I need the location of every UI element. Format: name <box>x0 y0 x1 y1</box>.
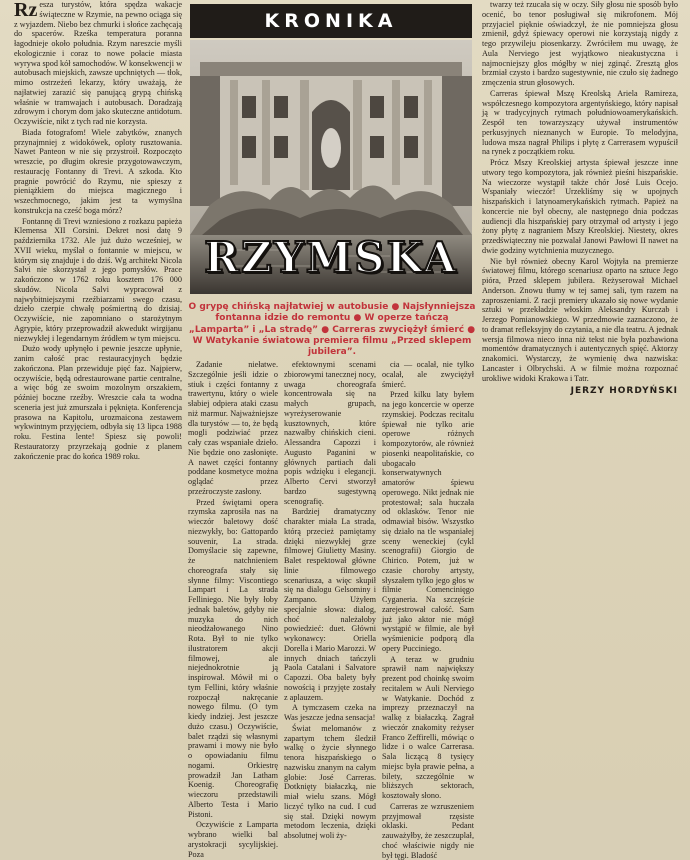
paragraph: Dużo wody upłynęło i pewnie jeszcze upłynie, zanim całość prac restauracyjnych będzie zakończona. Plan przewiduje pięć faz. Najpierw, oczywiście, będą odrestaurowane partie centralne, a więc bóg ze swoim mozolnym orszakiem, później boczne rzeźby. Wreszcie cała ta wodna sceneria jest już zmurszała i pęknięta. Konferencja prasowa na Kapitolu, urozmaicona zestawem wykwintnym przyjęciem, odbyła się 13 lipca 1988 roku. Festina lente! Spiesz się powoli! Restauratorzy przyrzekają godnie z planem zakończenie prac do końca 1989 roku. <box>14 344 182 461</box>
paragraph: A tymczasem czeka na Was jeszcze jedna sensacja! <box>284 703 376 722</box>
paragraph: Nie był również obecny Karol Wojtyła na premierze światowej filmu, którego scenariusz oparto na sztuce Jego pióra, Przed sklepem jubilera. Reżyserował Michael Anderson. Znowu tłumy w tej samej sali, tym razem na zaproszeniami. Z racji premiery ukazało się nowe wydanie sztuki w przekładzie włoskim Aleksandry Kurczab i Jerzego Pomianowskiego. W przedmowie zaznaczono, że to dramat refleksyjny do czytania, a nie dla teatru. A jednak wersja filmowa nieco inna niż tekst nie była pozbawiona momentów dramatycznych i autentycznych spięć. Aktorzy znakomici. Wystarczy, że wymienię dwa nazwiska: Lancaster i Olbrychski. A w filmie można rozpoznać urokliwe widoki Krakowa i Tatr. <box>482 256 678 383</box>
paragraph: Świat melomanów z zapartym tchem śledził walkę o życie słynnego tenora hiszpańskiego o nazwisku znanym na całym globie: José Carreras. Dotknięty białaczką, nie miał wielu szans. Mógł liczyć tylko na cud. I cud się stał. Dzięki nowym metodom leczenia, dzięki absolutnej woli ży- <box>284 723 376 840</box>
section-title: KRONIKA <box>264 10 398 32</box>
paragraph: Carreras ze wzruszeniem przyjmował rzęsiste oklaski. Pedant zauważyłby, że zeszczuplał, choć właściwie nigdy nie był tęgi. Bladość <box>382 801 474 860</box>
paragraph: Oczywiście z Lamparta wybrano wielki bal arystokracji sycylijskiej. Poza <box>188 820 278 859</box>
article-column-1 <box>14 0 182 800</box>
headline <box>206 231 456 283</box>
article-column-5 <box>482 0 678 800</box>
paragraph: esza turystów, która spędza wakacje świąteczne w Rzymie, na pewno ociąga się z wyjazdem. Niebo bez chmurki i słońce zachęcają do spacerów. Rześka temperatura poranna łagodnieje około południa. Rzym nareszcie myśli ekologicznie i coraz to nowe połacie miasta wyrywa spod kół samochodów. W konsekwencji w autobusach miejskich, zawsze upchniętych — tłok, mimo ostrzeżeń lekarzy, który uważają, że najłatwiej zarazić się panującą grypą chińską właśnie w tramwajach i autobusach. Doradzają zdrowym i chorym dom jako skuteczne antidotum. Oczywiście, nikt z tych rad nie korzysta. <box>14 0 182 126</box>
paragraph: Zadanie niełatwe. Szczególnie jeśli idzie o stiuk i części fontanny z trawertynu, który o wiele słabiej odpiera ataki czasu niż marmur. Najważniejsze dla turystów — to, że będą mogli podziwiać przez cały czas wspaniałe dzieło. Nie będzie ono zasłonięte. A nawet części fontanny poddane kosmetyce można oglądać przez przeźroczyste zasłony. <box>188 360 278 496</box>
article-column-4 <box>382 360 474 860</box>
paragraph: twarzy też rzucała się w oczy. Siły głosu nie sposób było ocenić, bo tenor posługiwał się mikrofonem. Mój przyjaciel pięknie oświadczył, że nie pomniejsza głosu zmienił, gdyż śpiewacy operowi nie korzystają nigdy z tego przywileju piosenkarzy. Zwróciłem mu uwagę, że Aula Nerviego jest wyjątkowo nieakustyczna i najmocniejszy głos mógłby w niej zginąć. Zresztą głos brzmiał czysto i bardzo sugestywnie, nie czuło się żadnego zmęczenia strun głosowych. <box>482 0 678 87</box>
lead-summary: O grypę chińską najłatwiej w autobusie ● Najsłynniejsza fontanna idzie do remontu ● W operze tańczą „Lamparta” i „La stradę” ● Carreras zwyciężył śmierć ● W Watykanie światowa premiera filmu „Przed sklepem jubilera”. <box>188 302 476 358</box>
paragraph: Biada fotografom! Wiele zabytków, znanych przynajmniej z widokówek, oploty rusztowania. Nawet Panteon w nie się przystroił. Rozpoczęto wreszcie, po długim okresie przygotowawczym, restaurację Fontanny di Trevi. A szkoda. Kto pragnie powrócić do Rzymu, nie spieszy z pieniążkiem do miejsca magicznego i wszechmocnego, jakim jest ta wymyślna konstrukcja na cześć boga mórz? <box>14 127 182 215</box>
article-column-3 <box>284 360 376 840</box>
paragraph: cia — ocalał, nie tylko ocalał, ale zwyciężył śmierć. <box>382 360 474 389</box>
headline-text: RZYMSKA <box>204 232 458 282</box>
paragraph: efektownymi scenami zbiorowymi tanecznej nocy, uwaga choreografa koncentrowała się na małych grupach, wyreżyserowanie kusztownych, które nazwałby chińskich cieni. Alessandra Capozzi i Augusto Paganini w głównych partiach dali popis wdzięku i elegancji. Alberto Cervi stworzył bardzo sugestywną scenografię. <box>284 360 376 506</box>
article-column-2 <box>188 360 278 859</box>
paragraph: Fontannę di Trevi wzniesiono z rozkazu papieża Klemensa XII Corsini. Dekret nosi datę 9 października 1732. Ale już dużo wcześniej, w XVII wieku, myślał o fontannie w miejscu, w którym się znajduje i do dziś. Wg architekt Nicola Salvi nie skorzystał z jego pomysłów. Prace zakończono w 1762 roku kosztem 176 000 skudów. Nicola Salvi wypracował z najwybitniejszymi rzeźbiarzami swego czasu, dzieło czerpie chwałę pośmiertną do dzisiaj. Oczywiście, nie zapomniano o starożytnym Agrypie, który przeprowadził akwedukt wirgijanu niezwykłej i legendarnym źródłem w tym miejscu. <box>14 216 182 343</box>
paragraph: Prócz Mszy Kreolskiej artysta śpiewał jeszcze inne utwory tego kompozytora, jak również pieśni hiszpańskie. Na wieczorze wystąpił także chór José Luis Ocejo. Wspaniały wieczór! Urzekliśmy się w upojnych hiszpańskich i latynoamerykańskich rytmach. Papież na koncercie nie był obecny, ale następnego dnia podczas audiencji dla hiszpańskiej pary otrzymał od artysty i jego żony płytę z nagraniem Mszy Kreolskiej. Niestety, okres przedświąteczny nie pozwalał Janowi Pawłowi II nawet na dwie godziny wytchnienia muzycznego. <box>482 158 678 255</box>
section-header <box>190 4 472 38</box>
paragraph: Carreras śpiewał Mszę Kreolską Ariela Ramireza, współczesnego kompozytora argentyńskiego, który napisał ją w tradycyjnych rytmach południowoamerykańskich. Zespół ten towarzyszący używał instrumentów perkusyjnych nieznanych w Europie. To melodyjna, ludowa msza nagrał Philips i płytę z Carrerasem wypuścił na rynek z początkiem roku. <box>482 88 678 157</box>
paragraph: Bardziej dramatyczny charakter miała La strada, którą przecież pamiętamy dzięki niezwykłej grze filmowej Giulietty Masiny. Balet respektował główne linie filmowego scenariusza, a więc skupił się na dialogu Gelsominy i Zampano. Użyłem specjalnie słowa: dialog, choć należałoby powiedzieć: duet. Główni wykonawcy: Oriella Dorella i Mario Marozzi. W innych dniach tańczyli Paola Catalani i Salvatore Capozzi. Oba balety były nowością i przyjęte zostały z aplauzem. <box>284 507 376 702</box>
paragraph: Przed świętami opera rzymska zaprosiła nas na wieczór baletowy dość niezwykły, bo: Gattopardo souvenir, La strada. Domyślacie się zapewne, że natchnieniem choreografa stały się słynne filmy: Viscontiego Lampart i La strada Felliniego. Nie były łoby jednak baletów, gdyby nie muzyka do nich nieodżałowanego Nino Rota. Był to nie tylko ilustratorem akcji filmowej, ale niejednokrotnie ją inspirował. Mówił mi o tym Fellini, który właśnie rozpoczął nakręcanie nowego filmu. (O tym kiedy indziej. Jest jeszcze dużo czasu.) Oczywiście, balet rządzi się własnymi prawami i mowy nie było o opowiadaniu filmu nogami. Orkiestrę prowadził Jan Latham Koenig. Choreografię wieczoru przedstawili Alberto Testa i Mario Pistoni. <box>188 497 278 819</box>
paragraph: A teraz w grudniu sprawił nam największy prezent pod choinkę swoim recitalem w Auli Nerviego w Watykanie. Dochód z imprezy przeznaczył na walkę z białaczką. Zagrał wieczór znakomity reżyser Franco Zeffirelli, mówiąc o lidze i o walce Carrerasa. Sala liczącą 8 tysięcy miejsc była prawie pełna, a bilety, szczególnie w bliższych sektorach, kosztowały słono. <box>382 654 474 800</box>
author-signature: JERZY HORDYŃSKI <box>570 386 678 397</box>
drop-cap: Rz <box>14 0 38 21</box>
paragraph: Przed kilku laty byłem na jego koncercie w operze rzymskiej. Podczas recitalu śpiewał nie tylko arie operowe różnych kompozytorów, ale również piosenki neapolitańskie, co ubogacało konserwatywnych amatorów śpiewu operowego. Nikt jednak nie protestował; sala huczała od oklasków. Tenor nie odmawiał bisów. Wszystko się działo na tle wspaniałej sceny weneckiej (cykl scenografii) Giorgio de Chirico. Potem, już w czasie choroby artysty, słyszałem tylko jego głos w filmie Comencinięgo Cyganeria. Na szczęście zarejestrował całość. Sam już jako aktor nie mógł wystąpić w filmie, ale był wyśmienicie podporą dla opery Pucciniego. <box>382 390 474 653</box>
